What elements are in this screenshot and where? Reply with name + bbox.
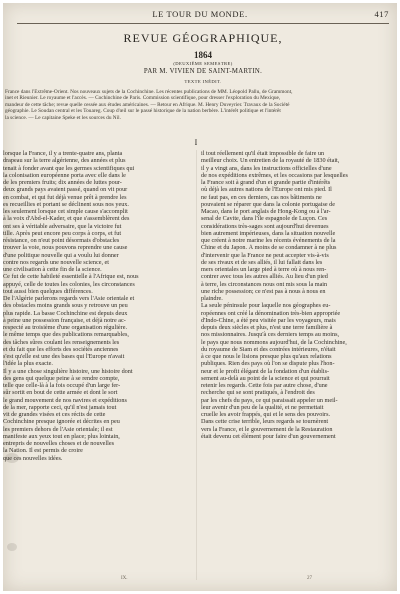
text-line: une riche possession; ce n'est pas à nous à nous en: [201, 287, 326, 295]
text-line: des gens qui quelque peine à se rendre compte,: [3, 374, 120, 382]
text-line: neur et le profit élégant de la fondation d'un établis-: [201, 367, 330, 375]
text-line: mers orientales un large pied à terre où à nous ren-: [201, 266, 327, 273]
text-line: l'idée la plus exacte.: [3, 360, 53, 368]
column-gutter: [196, 150, 197, 580]
text-line: recherche qui se sont pratiqués, à l'endroit des: [201, 389, 315, 397]
text-line: s'est qu'elle est une des bases qui l'Europe n'avait: [3, 353, 125, 360]
text-line: Dans cette crise terrible, leurs regards se tournèrent: [201, 418, 329, 426]
article-year: 1864: [194, 50, 212, 60]
text-label: TEXTE INÉDIT.: [184, 79, 222, 84]
paper-stain: [7, 543, 17, 551]
journal-page: [3, 3, 397, 591]
text-line: à terre, les circonstances nous ont mis sous la main: [201, 280, 328, 288]
article-summary: [5, 89, 389, 121]
text-line: de nos expéditions extrêmes, et les occasions par lesquelles: [201, 171, 348, 179]
text-line: publiques. Rien des pays où l'on se dispute plus l'hon-: [201, 360, 335, 368]
summary-line: inet et Rieunier. Le royaume et l'accès. — Cochinchine de Paris. Commission scientifique, pour dresser l'exploration du Mexique,: [5, 95, 281, 102]
text-line: le même temps que des publications remarquables,: [3, 331, 129, 339]
text-line: des obstacles moins grands sous y retrouve un peu: [3, 302, 128, 310]
text-line: le grand mouvement de nos navires et expéditions: [3, 396, 127, 404]
summary-line: mandeur de cette tâche; revue quelle cessée aux études américaines. — Retour en Afrique. M. Henry Duveyrier. Travaux de la Société: [5, 101, 290, 108]
text-line: du royaume de Siam et des contrées intérieures, n'était: [201, 345, 336, 353]
text-line: ropéennes ont créé la dénomination très-bien appropriée: [201, 309, 341, 317]
right-column: [201, 150, 387, 578]
article-title: REVUE GÉOGRAPHIQUE,: [123, 31, 283, 45]
article-author: PAR M. VIVIEN DE SAINT-MARTIN.: [143, 68, 263, 75]
text-line: de la mer, rapporte ceci, qu'il n'est jamais tout: [3, 403, 117, 411]
text-line: contre nos regards une nouvelle science, et: [3, 258, 110, 266]
text-line: deux grands pays avaient passé, quand on vit pour: [3, 186, 128, 194]
text-line: sûr sortit en bout de cette armée et dont le sort: [3, 389, 118, 397]
text-line: Chine et du Japon. À moins de se condamner à ne plus: [201, 244, 337, 252]
text-line: il tout réellement qu'il était impossible de faire un: [201, 150, 325, 157]
journal-title: LE TOUR DU MONDE.: [152, 9, 248, 19]
text-line: des tâches sûres coulant les renseignements les: [3, 338, 120, 346]
signature-left: IX.: [121, 576, 128, 581]
text-line: Macao, dans le port anglais de Hong-Kong ou à l'ar-: [201, 208, 331, 215]
page-number: 417: [374, 9, 389, 19]
text-line: la colonisation européenne porta avec elle dans le: [3, 171, 126, 179]
text-line: les seulement lorsque cet simple cause s'accomplit: [3, 208, 128, 215]
text-line: la Nation. Il est permis de croire: [3, 447, 83, 455]
text-line: tenait à fonder avant que les germes scientifiques qui: [3, 164, 135, 172]
summary-line: la science. — Le capitaine Speke et les sources du Nil.: [5, 114, 121, 121]
text-line: drapeau sur la terre algérienne, des années et plus: [3, 157, 126, 165]
text-line: la France soit à grand d'un et grande partie d'intérêts: [201, 179, 331, 186]
text-line: Il y a une chose singulière histoire, une histoire dont: [3, 367, 133, 375]
summary-line: géographie. Le Soudan central et les Touareg. Coup d'œil sur le passé historique de la nation berbère. L'intérêt politique et l'intérêt: [5, 108, 281, 115]
text-line: tout aussi bien quelques différences.: [3, 287, 93, 295]
text-line: meilleur choix. Un entretien de la royauté de 1830 était,: [201, 157, 340, 165]
text-line: vit de grandes visées et ces récits de cette: [3, 411, 106, 418]
signature-right: 27: [307, 576, 312, 581]
text-line: plaindre.: [201, 295, 223, 302]
text-line: tille. Après peut encore peu corps à corps, et fut: [3, 229, 122, 237]
text-line: le pays que nous nommons aujourd'hui, de la Cochinchine,: [201, 338, 347, 346]
text-line: lorsque la France, il y a trente-quatre ans, planta: [3, 150, 123, 157]
text-line: appuyé, celle de toutes les colonies, les circonstances: [3, 280, 135, 288]
text-line: où déjà les autres nations de l'Europe ont mis pied. Il: [201, 186, 332, 194]
text-line: considérations très-sages sont aujourd'hui devenues: [201, 222, 329, 230]
text-line: une civilisation à cette fin de la science.: [3, 266, 102, 273]
text-line: Ce fut de cette habileté essentielle à l'Afrique est, nous: [3, 273, 139, 281]
text-line: et du fait que les efforts des sociétés anciennes: [3, 345, 119, 353]
text-line: La seule péninsule pour laquelle nos géographes eu-: [201, 302, 331, 310]
text-line: senal de Cavite, dans l'île espagnole de Luçon. Ces: [201, 215, 328, 223]
text-line: Cochinchine presque ignorée et décrites en peu: [3, 418, 120, 426]
text-line: à peine une possession française, et déjà notre ac-: [3, 316, 126, 324]
text-line: retenir les regards. Cette fois par autre chose, d'une: [201, 382, 328, 389]
text-line: vers la France, et le gouvernement de la Restauration: [201, 425, 333, 433]
text-line: cruelle les avoir frappés, qui et le sens des pouvoirs.: [201, 411, 331, 418]
section-number: I: [194, 138, 198, 147]
text-line: trouver la voie, nous pouvons reprendre une cause: [3, 244, 128, 252]
text-line: que ces nouvelles idées.: [3, 454, 63, 462]
text-line: résistance, on n'eut point désormais d'obstacles: [3, 237, 120, 244]
text-line: en combat, et qui fut déjà venue prêt à prendre les: [3, 193, 127, 201]
text-line: es recueillies et portant se déclinent sous nos yeux.: [3, 200, 129, 208]
text-line: entrepris de nouvelles choses et de nouvelles: [3, 440, 114, 447]
text-line: pouvaient se réparer que dans la colonie portugaise de: [201, 200, 336, 208]
running-head: [3, 9, 397, 23]
paper-stain: [5, 453, 19, 463]
text-line: de les premiers fruits; dix années de luttes pour-: [3, 179, 122, 186]
text-line: d'une politique nouvelle qui a voulu lui donner: [3, 251, 119, 259]
text-line: telle que celle-là à la fois occupé d'un large fer-: [3, 382, 121, 389]
summary-line: France dans l'Extrême-Orient. Nos nouveaux sujets de la Cochinchine. Les récentes publications de MM. Léopold Pallu, de Grammont,: [5, 89, 293, 95]
text-line: les premiers dehors de l'Asie orientale; il est: [3, 425, 113, 433]
text-line: contrer avec tous les autres alliés. Au lieu d'un pied: [201, 273, 328, 281]
text-line: ont ses à véritable adversaire, que la victoire fut: [3, 222, 122, 230]
text-line: était devenu cet élément pour faire d'un gouvernement: [201, 432, 336, 440]
text-line: manifeste aux yeux tout en place; plus lointain,: [3, 432, 120, 440]
text-line: d'Indo-Chine, a été peu visitée par les voyageurs, mais: [201, 316, 336, 324]
text-line: sement au-delà au point de la science et qui pourrait: [201, 374, 330, 382]
text-line: depuis deux siècles et plus, n'est une terre familière à: [201, 324, 333, 331]
text-line: respecté au troisième d'une organisation régulière.: [3, 324, 128, 331]
text-line: d'intervenir que la France ne peut accepter vis-à-vis: [201, 251, 329, 259]
text-line: nos missionnaires. Jusqu'à ces derniers temps au moins,: [201, 331, 340, 339]
text-line: leur avenir d'un peu de la qualité, et ne permettait: [201, 403, 324, 411]
semester-note: (DEUXIÈME SEMESTRE): [173, 61, 233, 66]
text-line: il y a vingt ans, dans les instructions officielles d'une: [201, 164, 332, 172]
text-line: à la voix d'Abd-el-Kader, et que s'assemblèrent des: [3, 215, 130, 223]
text-line: que créent à notre marine les récents événements de la: [201, 237, 336, 244]
text-line: bien autrement impérieuses, dans la situation nouvelle: [201, 229, 336, 237]
text-line: par les chefs du pays, ce qui paraissait appeler un meil-: [201, 396, 338, 404]
text-line: à ce que nous le lisions presque plus qu'aux relations: [201, 353, 332, 360]
header-rule: [17, 23, 389, 24]
left-column: [3, 150, 189, 578]
text-line: ne faut pas, en ces derniers, cas nos bâtiments ne: [201, 193, 322, 201]
text-line: De l'Algérie parlerons regards vers l'Asie orientale et: [3, 295, 135, 302]
text-line: de ses rivaux et de ses alliés, il lui fallait dans les: [201, 258, 323, 266]
text-line: plus rapide. La basse Cochinchine est depuis deux: [3, 309, 128, 317]
